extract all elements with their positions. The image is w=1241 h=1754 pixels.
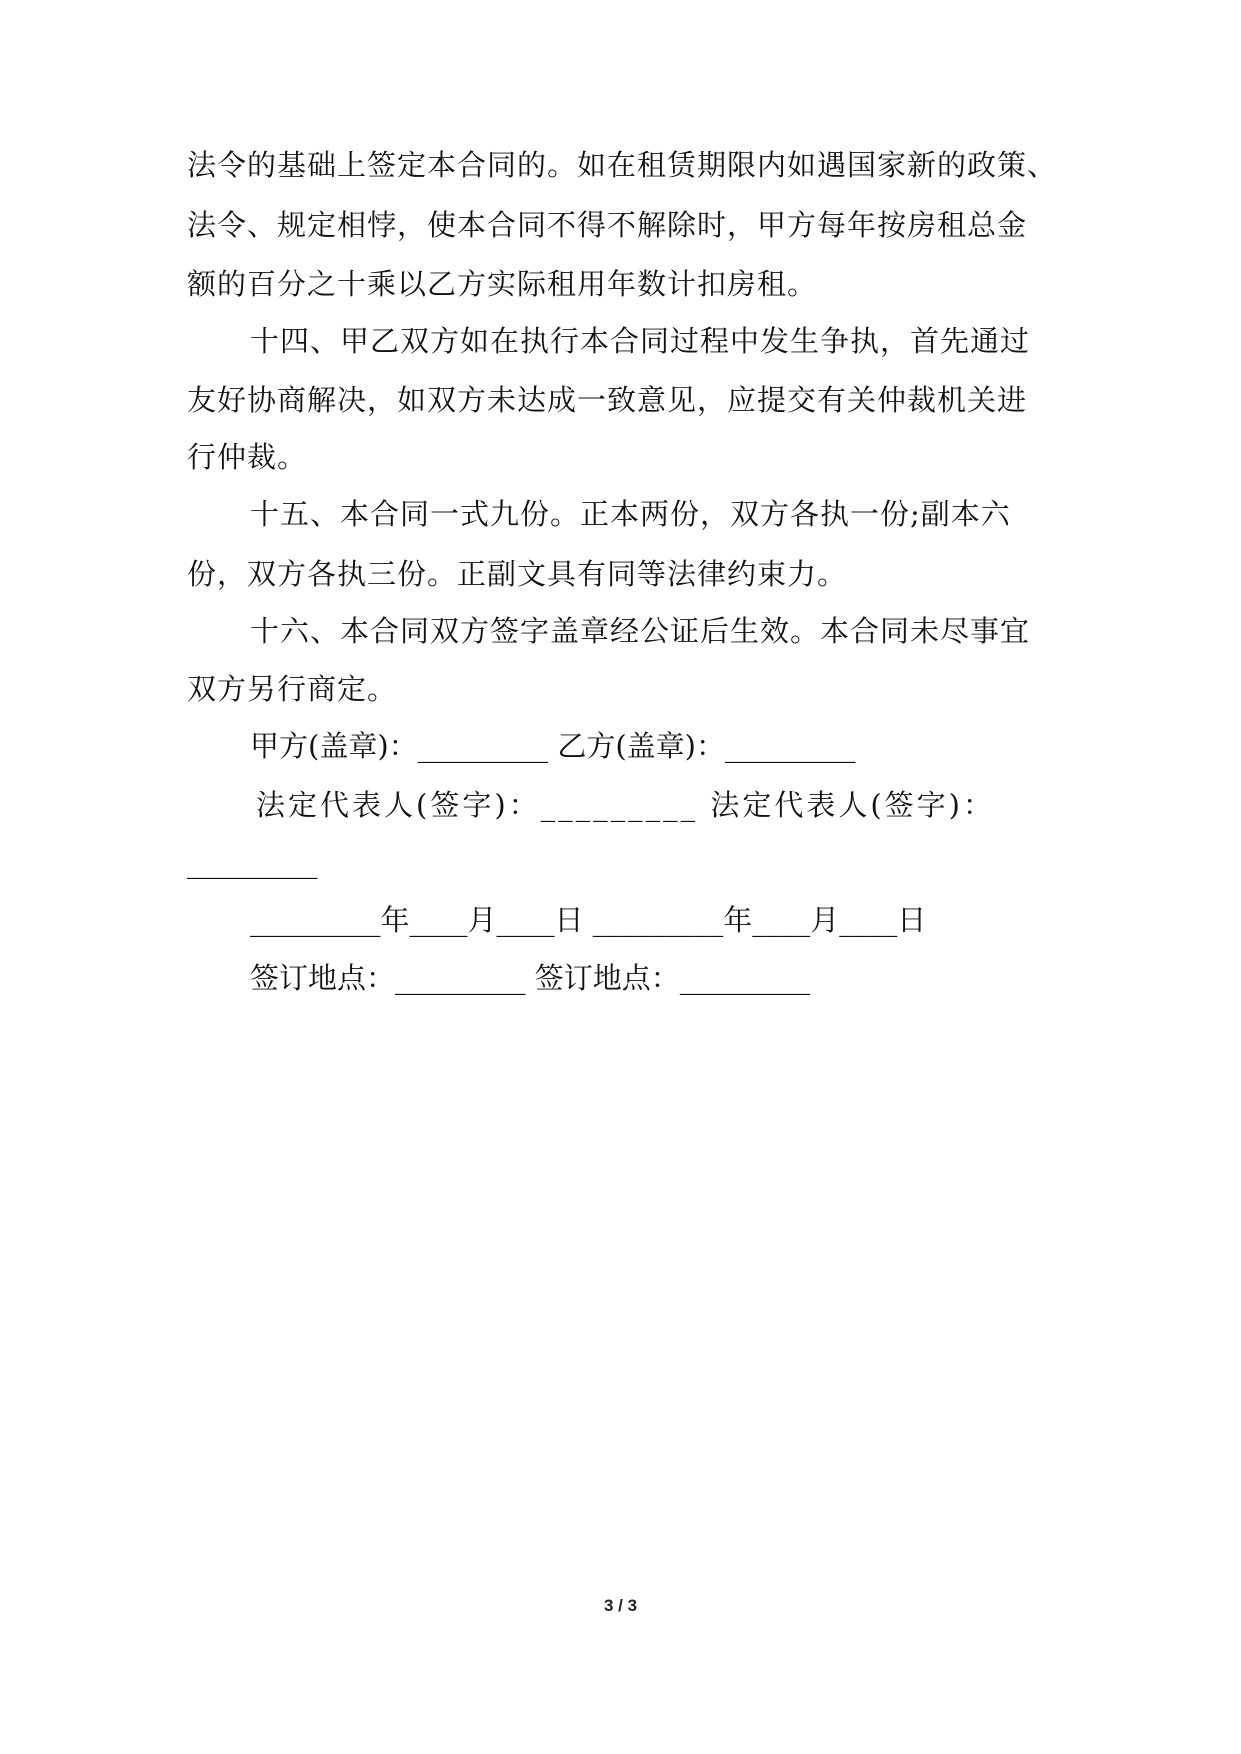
body-line: 十五、本合同一式九份。正本两份，双方各执一份;副本六: [250, 497, 1011, 531]
body-line: 十四、甲乙双方如在执行本合同过程中发生争执，首先通过: [250, 324, 1031, 358]
body-line: 行仲裁。: [187, 440, 308, 474]
signing-place-line: 签订地点：_________ 签订地点：_________: [250, 961, 811, 995]
body-line: 份，双方各执三份。正副文具有同等法律约束力。: [187, 557, 848, 591]
body-line: 双方另行商定。: [187, 672, 398, 706]
legal-rep-line: 法定代表人(签字)：_________ 法定代表人(签字)：: [256, 788, 995, 822]
body-line: 十六、本合同双方签字盖章经公证后生效。本合同未尽事宜: [250, 614, 1031, 648]
page-number: 3 / 3: [603, 1596, 638, 1615]
legal-rep-line-cont: _________: [187, 845, 318, 879]
body-line: 友好协商解决，如双方未达成一致意见，应提交有关仲裁机关进: [187, 383, 1028, 417]
body-line: 额的百分之十乘以乙方实际租用年数计扣房租。: [187, 267, 818, 301]
party-seal-line: 甲方(盖章)：_________ 乙方(盖章)：_________: [250, 729, 856, 763]
body-line: 法令、规定相悖，使本合同不得不解除时，甲方每年按房租总金: [187, 208, 1028, 242]
body-line: 法令的基础上签定本合同的。如在租赁期限内如遇国家新的政策、: [187, 148, 1058, 182]
date-line: _________年____月____日 _________年____月____日: [250, 903, 927, 937]
